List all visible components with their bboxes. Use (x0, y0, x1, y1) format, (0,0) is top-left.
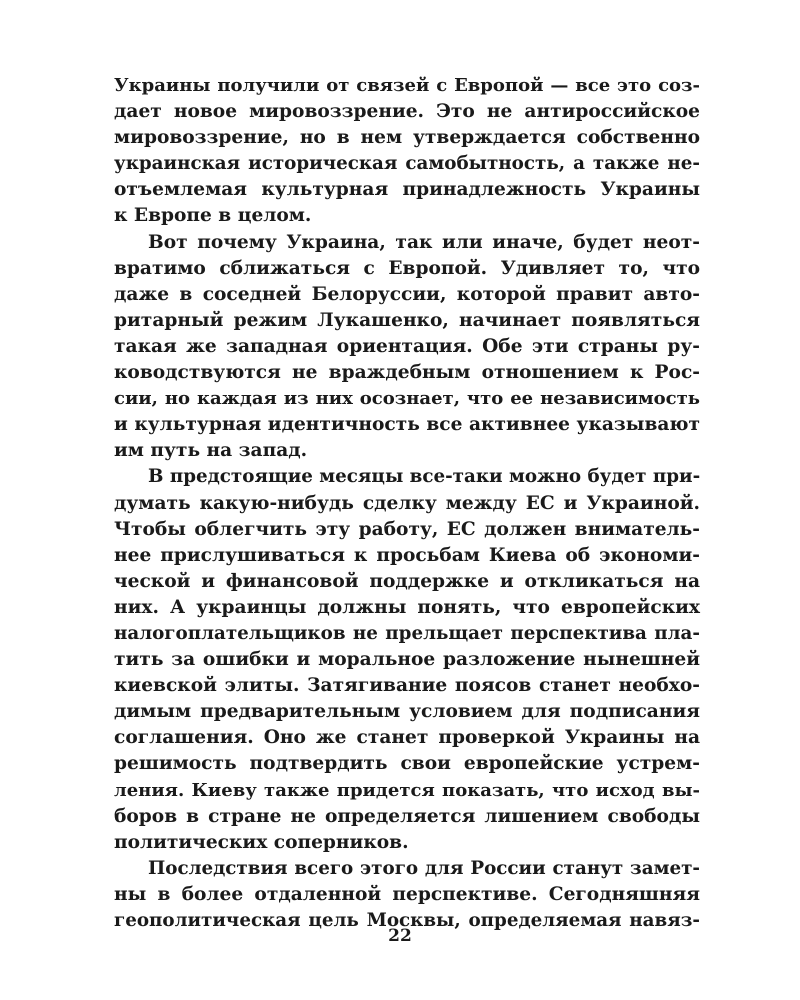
text-line: вратимо сближаться с Европой. Удивляет то, что (114, 257, 700, 279)
text-line: отъемлемая культурная принадлежность Украины (114, 179, 700, 201)
text-line: В предстоящие месяцы все-таки можно будет при- (148, 466, 701, 488)
text-line: Последствия всего этого для России станут замет- (148, 857, 700, 879)
text-line: к Европе в целом. (114, 205, 312, 227)
text-line: димым предварительным условием для подписания (114, 701, 700, 723)
text-line: даже в соседней Белоруссии, которой правит авто- (114, 283, 700, 305)
text-line: и культурная идентичность все активнее указывают (114, 414, 700, 436)
page-number: 22 (388, 926, 412, 946)
text-line: им путь на запад. (114, 440, 308, 462)
text-line: геополитическая цель Москвы, определяемая навяз- (114, 910, 700, 931)
text-line: сии, но каждая из них осознает, что ее независимость (114, 388, 700, 410)
text-line: дает новое мировоззрение. Это не антироссийское (114, 101, 700, 123)
text-line: такая же западная ориентация. Обе эти страны ру- (114, 335, 700, 357)
text-line: нее прислушиваться к просьбам Киева об экономи- (114, 544, 700, 566)
text-line: тить за ошибки и моральное разложение нынешней (114, 649, 700, 671)
text-line: ритарный режим Лукашенко, начинает появляться (114, 309, 700, 331)
text-line: Вот почему Украина, так или иначе, будет неот- (148, 231, 700, 253)
text-line: них. А украинцы должны понять, что европейских (114, 596, 700, 618)
text-line: политических соперников. (114, 831, 409, 853)
body-text (114, 73, 700, 934)
text-line: ны в более отдаленной перспективе. Сегодняшняя (114, 883, 700, 905)
text-line: соглашения. Оно же станет проверкой Украины на (114, 727, 700, 749)
text-line: ководствуются не враждебным отношением к Рос- (114, 362, 700, 384)
text-line: боров в стране не определяется лишением свободы (114, 805, 700, 827)
text-line: ления. Киеву также придется показать, что исход вы- (114, 779, 700, 801)
text-line: Украины получили от связей с Европой — все это соз- (114, 75, 700, 96)
text-line: украинская историческая самобытность, а также не- (114, 153, 700, 175)
text-line: Чтобы облегчить эту работу, ЕС должен вниматель- (114, 518, 700, 540)
text-line: налогоплательщиков не прельщает перспектива пла- (114, 622, 700, 644)
text-line: решимость подтвердить свои европейские устрем- (114, 753, 700, 775)
text-line: мировоззрение, но в нем утверждается собственно (114, 127, 700, 149)
text-line: киевской элиты. Затягивание поясов станет необхо- (114, 675, 700, 697)
text-line: думать какую-нибудь сделку между ЕС и Украиной. (114, 492, 700, 514)
text-line: ческой и финансовой поддержке и откликаться на (114, 570, 700, 592)
